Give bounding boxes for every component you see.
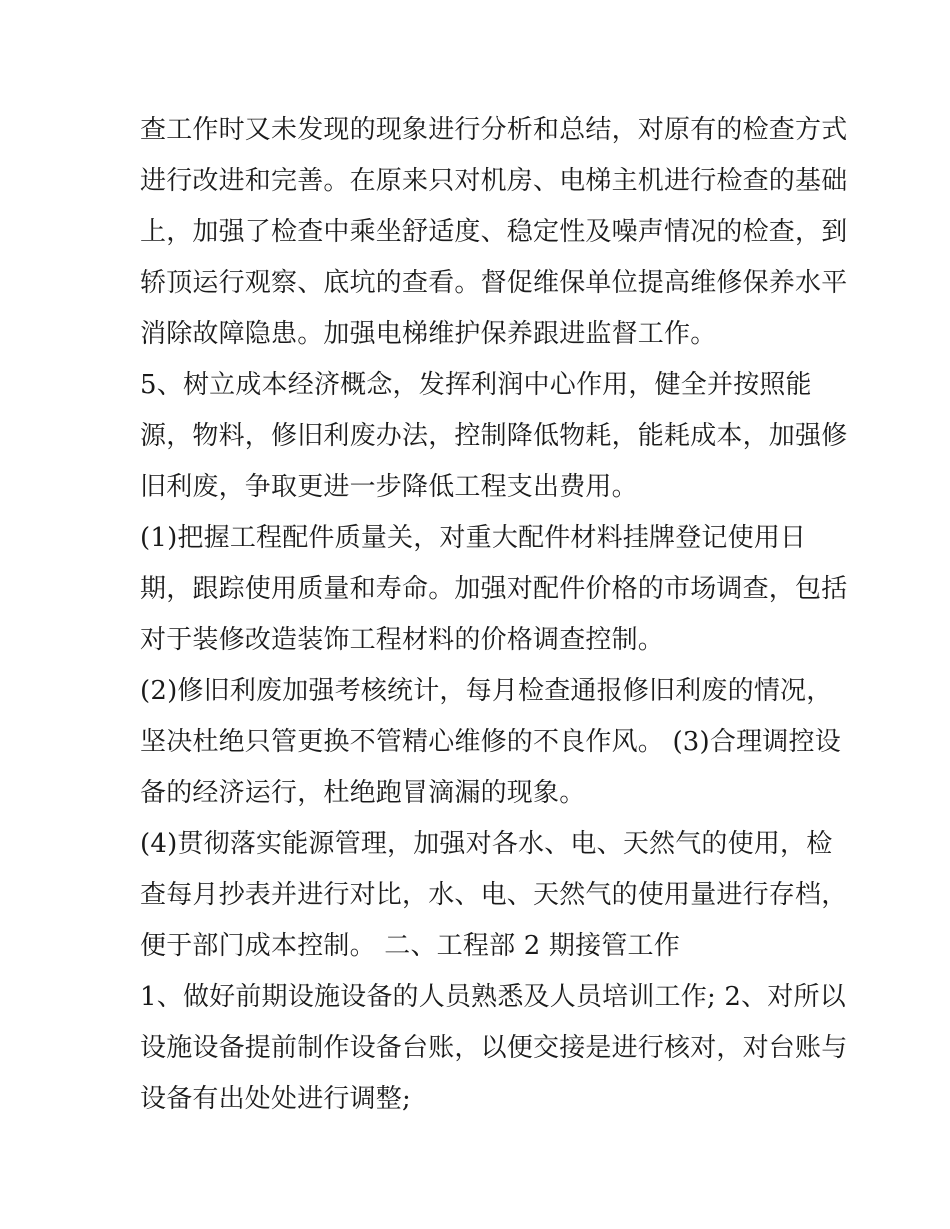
text-line: 进行改进和完善。在原来只对机房、电梯主机进行检查的基础 bbox=[140, 166, 848, 196]
text-line: 1、做好前期设施设备的人员熟悉及人员培训工作; 2、对所以 bbox=[140, 982, 846, 1012]
text-line: 坚决杜绝只管更换不管精心维修的不良作风。 (3)合理调控设 bbox=[140, 727, 841, 757]
text-line: 便于部门成本控制。 二、工程部 2 期接管工作 bbox=[140, 931, 680, 961]
text-line: (4)贯彻落实能源管理，加强对各水、电、天然气的使用，检 bbox=[140, 829, 833, 859]
text-line: 查工作时又未发现的现象进行分析和总结，对原有的检查方式 bbox=[140, 115, 848, 145]
text-line: (2)修旧利废加强考核统计，每月检查通报修旧利废的情况， bbox=[140, 676, 833, 706]
text-line: 旧利废，争取更进一步降低工程支出费用。 bbox=[140, 472, 638, 502]
text-line: 设施设备提前制作设备台账，以便交接是进行核对，对台账与 bbox=[140, 1033, 848, 1063]
text-line: 查每月抄表并进行对比，水、电、天然气的使用量进行存档， bbox=[140, 880, 848, 910]
text-line: 消除故障隐患。加强电梯维护保养跟进监督工作。 bbox=[140, 319, 717, 349]
text-line: 期，跟踪使用质量和寿命。加强对配件价格的市场调查，包括 bbox=[140, 574, 848, 604]
text-line: 设备有出处处进行调整; bbox=[140, 1084, 411, 1114]
text-line: 备的经济运行，杜绝跑冒滴漏的现象。 bbox=[140, 778, 586, 808]
text-line: 轿顶运行观察、底坑的查看。督促维保单位提高维修保养水平 bbox=[140, 268, 848, 298]
text-line: 对于装修改造装饰工程材料的价格调查控制。 bbox=[140, 625, 665, 655]
text-line: (1)把握工程配件质量关，对重大配件材料挂牌登记使用日 bbox=[140, 523, 807, 553]
text-line: 上，加强了检查中乘坐舒适度、稳定性及噪声情况的检查，到 bbox=[140, 217, 848, 247]
text-line: 5、树立成本经济概念，发挥利润中心作用，健全并按照能 bbox=[140, 370, 812, 400]
text-line: 源，物料，修旧利废办法，控制降低物耗，能耗成本，加强修 bbox=[140, 421, 848, 451]
